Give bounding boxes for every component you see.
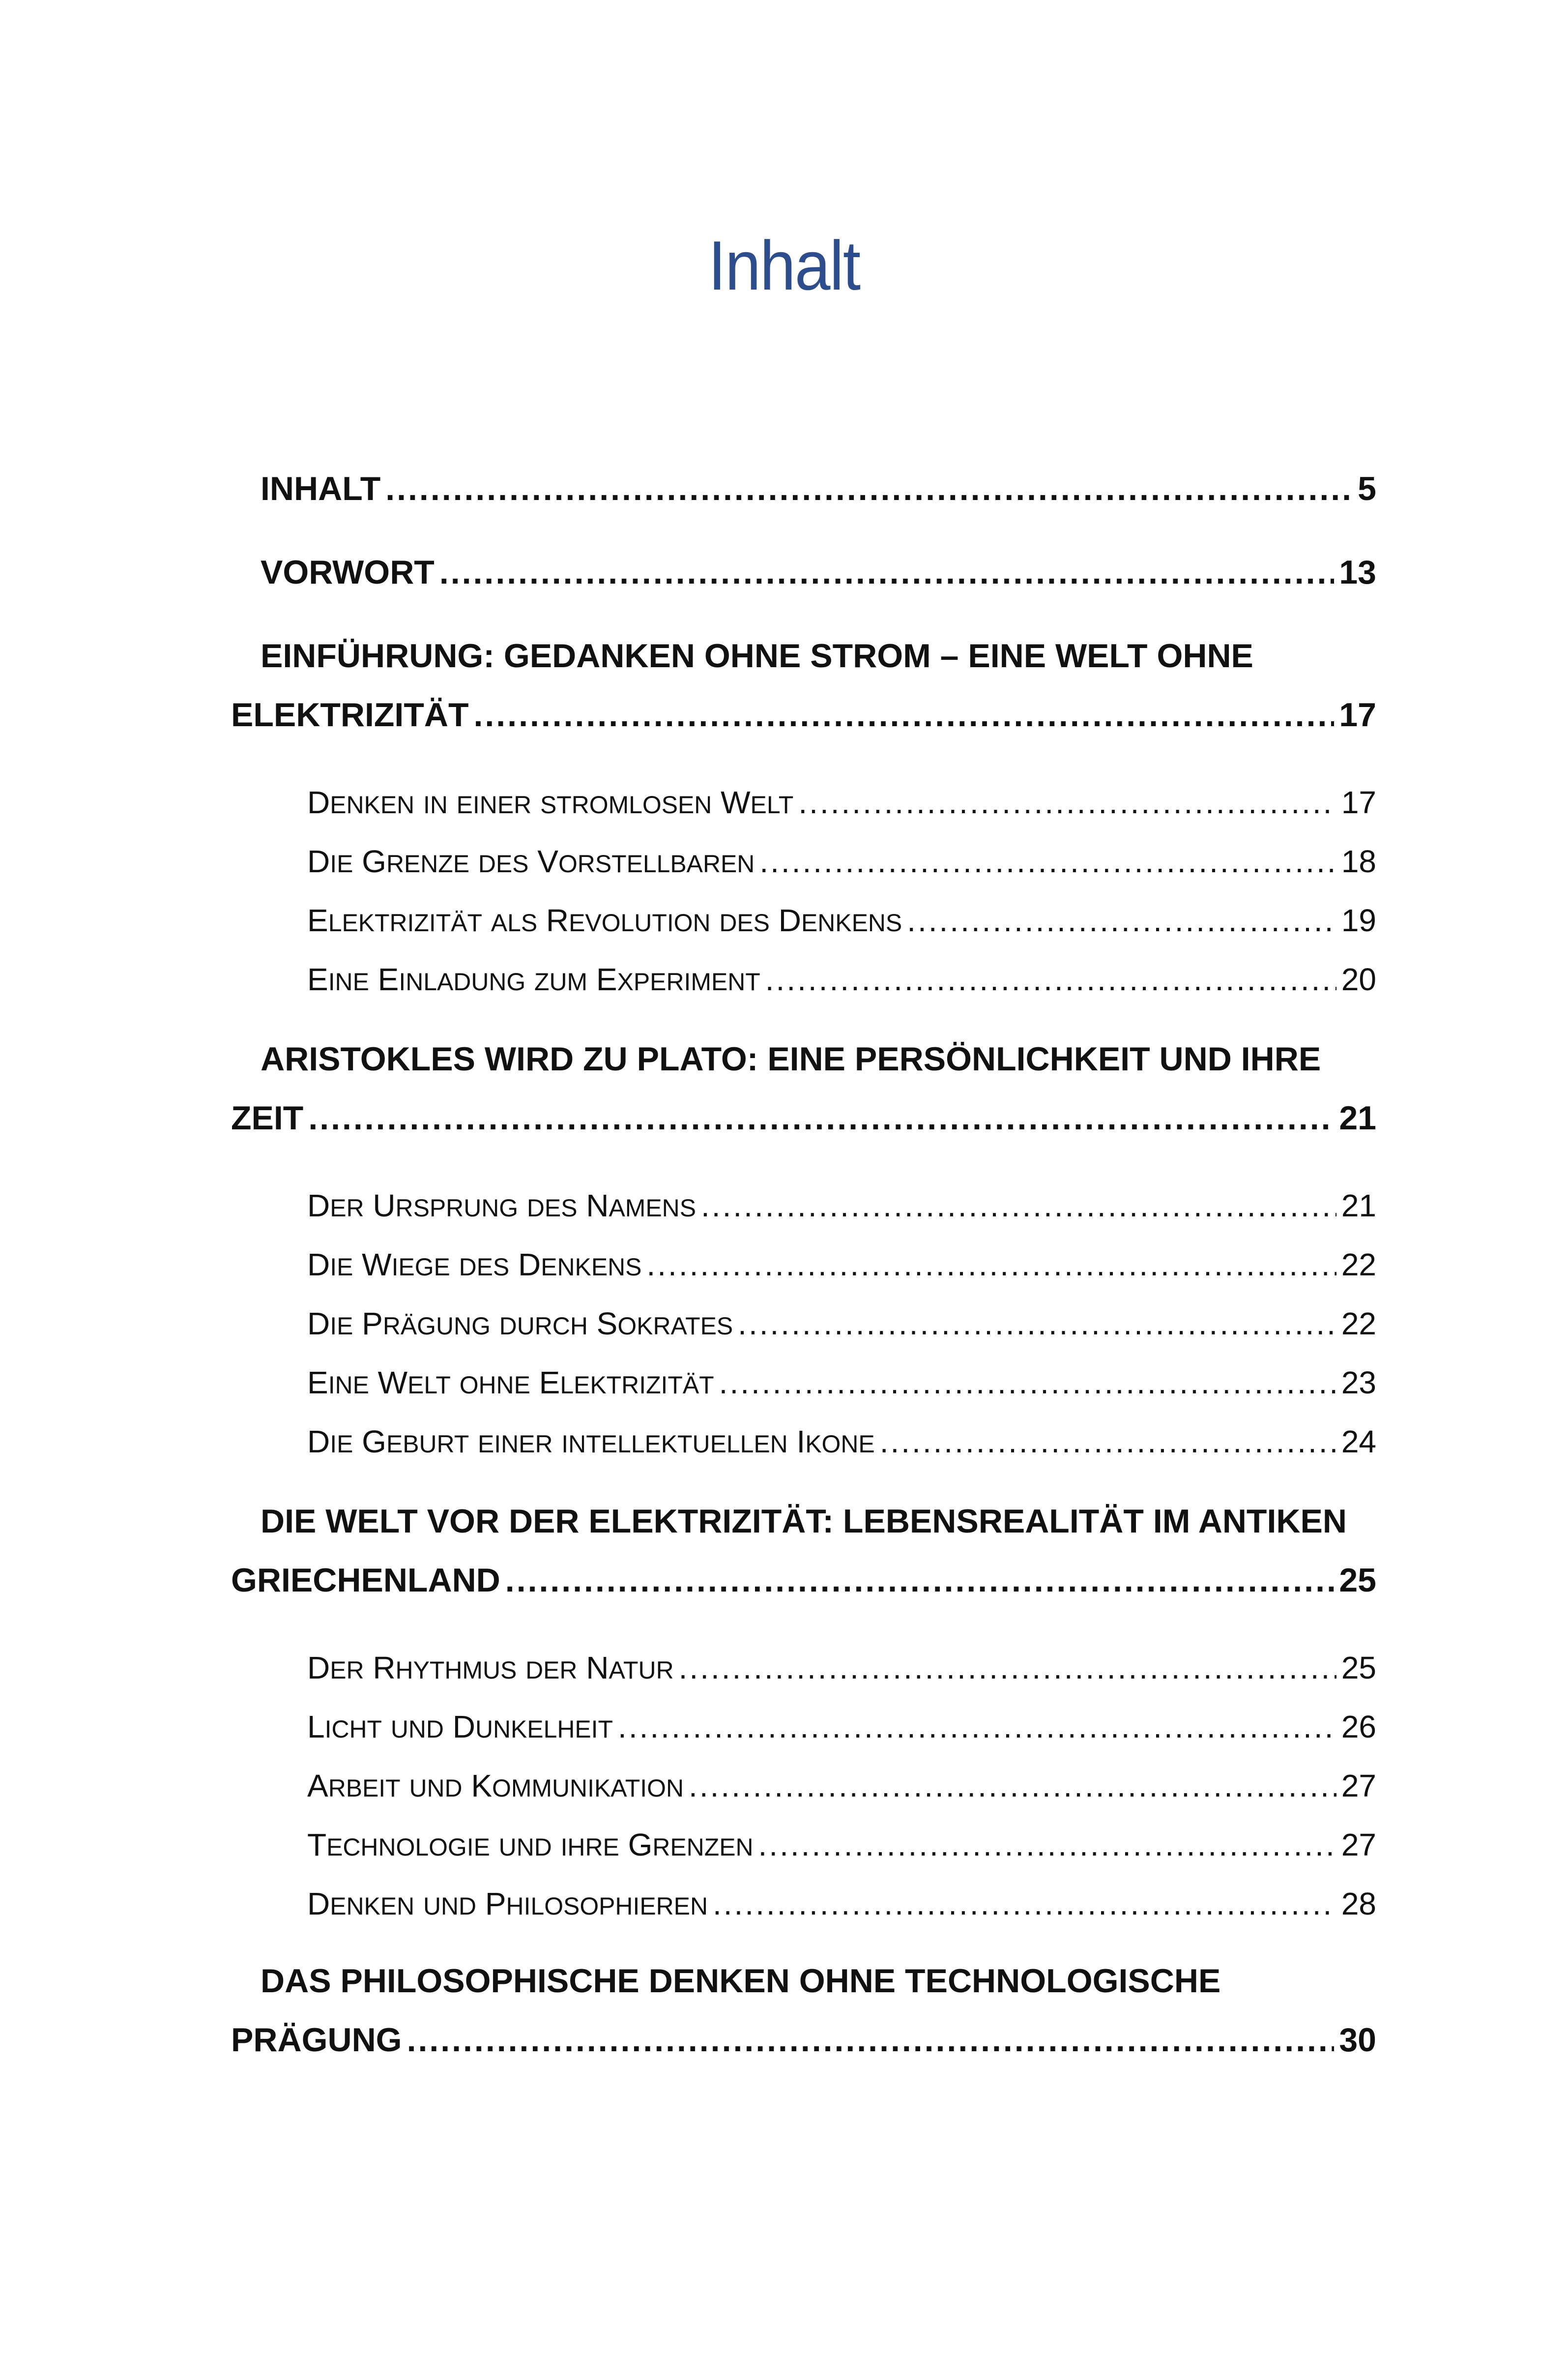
dot-leader <box>439 556 1335 589</box>
toc-chapter-entry[interactable] <box>231 472 1376 505</box>
dot-leader <box>798 787 1336 818</box>
toc-page-number: 19 <box>1341 903 1376 938</box>
toc-section-entry[interactable] <box>231 1367 1376 1398</box>
toc-page-number: 22 <box>1341 1306 1376 1341</box>
toc-section-entry[interactable] <box>231 1426 1376 1457</box>
page-title: Inhalt <box>708 227 860 305</box>
toc-chapter-title-line1[interactable]: DAS PHILOSOPHISCHE DENKEN OHNE TECHNOLOGISCHE <box>261 1962 1221 2000</box>
toc-chapter-title-line1[interactable]: DIE WELT VOR DER ELEKTRIZITÄT: LEBENSREALITÄT IM ANTIKEN <box>261 1503 1347 1540</box>
toc-section-entry[interactable] <box>231 1190 1376 1221</box>
toc-entry-title: DIE GEBURT EINER INTELLEKTUELLEN IKONE <box>307 1424 875 1459</box>
toc-page-number: 20 <box>1341 962 1376 997</box>
dot-leader <box>679 1652 1336 1683</box>
toc-page-number: 26 <box>1341 1709 1376 1744</box>
toc-page-number: 27 <box>1341 1827 1376 1862</box>
toc-entry-title: INHALT <box>261 470 381 507</box>
dot-leader <box>689 1770 1336 1801</box>
toc-entry-title: TECHNOLOGIE UND IHRE GRENZEN <box>307 1827 754 1862</box>
dot-leader <box>474 698 1335 732</box>
toc-chapter-entry[interactable] <box>202 1101 1376 1135</box>
toc-page-number: 17 <box>1341 785 1376 820</box>
toc-chapter-title-line1[interactable]: ARISTOKLES WIRD ZU PLATO: EINE PERSÖNLICHKEIT UND IHRE <box>261 1040 1321 1078</box>
toc-page-number: 18 <box>1341 844 1376 879</box>
dot-leader <box>759 846 1336 877</box>
toc-page-number: 24 <box>1341 1424 1376 1459</box>
dot-leader <box>505 1564 1335 1597</box>
toc-page-number: 25 <box>1341 1650 1376 1685</box>
toc-section-entry[interactable] <box>231 1829 1376 1860</box>
toc-entry-title: DER RHYTHMUS DER NATUR <box>307 1650 674 1685</box>
toc-chapter-title-line1[interactable]: EINFÜHRUNG: GEDANKEN OHNE STROM – EINE WELT OHNE <box>261 637 1253 675</box>
toc-page-number: 21 <box>1339 1099 1376 1137</box>
toc-section-entry[interactable] <box>231 1308 1376 1339</box>
toc-page-number: 22 <box>1341 1247 1376 1282</box>
toc-page-number: 5 <box>1358 470 1376 507</box>
toc-entry-title: DER URSPRUNG DES NAMENS <box>307 1188 696 1223</box>
toc-page-number: 27 <box>1341 1768 1376 1803</box>
dot-leader <box>765 964 1336 995</box>
toc-page-number: 23 <box>1341 1365 1376 1400</box>
toc-page-number: 13 <box>1339 554 1376 591</box>
toc-section-entry[interactable] <box>231 787 1376 818</box>
toc-entry-title: DENKEN IN EINER STROMLOSEN WELT <box>307 785 794 820</box>
toc-page-number: 17 <box>1339 696 1376 734</box>
toc-chapter-title-line2: PRÄGUNG <box>231 2021 402 2059</box>
dot-leader <box>719 1367 1336 1398</box>
dot-leader <box>907 905 1336 936</box>
toc-entry-title: LICHT UND DUNKELHEIT <box>307 1709 613 1744</box>
toc-page-number: 25 <box>1339 1562 1376 1599</box>
toc-section-entry[interactable] <box>231 1249 1376 1280</box>
toc-page-number: 21 <box>1341 1188 1376 1223</box>
toc-chapter-title-line2: ZEIT <box>231 1099 304 1137</box>
toc-section-entry[interactable] <box>231 905 1376 936</box>
toc-entry-title: DENKEN UND PHILOSOPHIEREN <box>307 1886 708 1921</box>
toc-entry-title: ARBEIT UND KOMMUNIKATION <box>307 1768 684 1803</box>
toc-page-number: 30 <box>1339 2021 1376 2059</box>
toc-entry-title: ELEKTRIZITÄT ALS REVOLUTION DES DENKENS <box>307 903 902 938</box>
toc-entry-title: EINE EINLADUNG ZUM EXPERIMENT <box>307 962 760 997</box>
toc-section-entry[interactable] <box>231 846 1376 877</box>
toc-page-number: 28 <box>1341 1886 1376 1921</box>
dot-leader <box>880 1426 1336 1457</box>
toc-chapter-entry[interactable] <box>202 2023 1376 2057</box>
toc-chapter-entry[interactable] <box>202 698 1376 732</box>
dot-leader <box>618 1711 1336 1742</box>
dot-leader <box>407 2023 1335 2057</box>
dot-leader <box>308 1101 1334 1135</box>
toc-entry-title: EINE WELT OHNE ELEKTRIZITÄT <box>307 1365 714 1400</box>
toc-section-entry[interactable] <box>231 1652 1376 1683</box>
dot-leader <box>385 472 1353 505</box>
dot-leader <box>713 1888 1336 1919</box>
toc-chapter-entry[interactable] <box>231 556 1376 589</box>
dot-leader <box>701 1190 1336 1221</box>
toc-chapter-title-line2: ELEKTRIZITÄT <box>231 696 469 734</box>
toc-section-entry[interactable] <box>231 964 1376 995</box>
toc-chapter-entry[interactable] <box>202 1564 1376 1597</box>
toc-chapter-title-line2: GRIECHENLAND <box>231 1562 500 1599</box>
dot-leader <box>758 1829 1336 1860</box>
toc-entry-title: DIE GRENZE DES VORSTELLBAREN <box>307 844 755 879</box>
toc-entry-title: DIE PRÄGUNG DURCH SOKRATES <box>307 1306 733 1341</box>
toc-section-entry[interactable] <box>231 1770 1376 1801</box>
toc-entry-title: VORWORT <box>261 554 435 591</box>
toc-section-entry[interactable] <box>231 1888 1376 1919</box>
dot-leader <box>646 1249 1336 1280</box>
dot-leader <box>738 1308 1336 1339</box>
toc-entry-title: DIE WIEGE DES DENKENS <box>307 1247 642 1282</box>
toc-section-entry[interactable] <box>231 1711 1376 1742</box>
